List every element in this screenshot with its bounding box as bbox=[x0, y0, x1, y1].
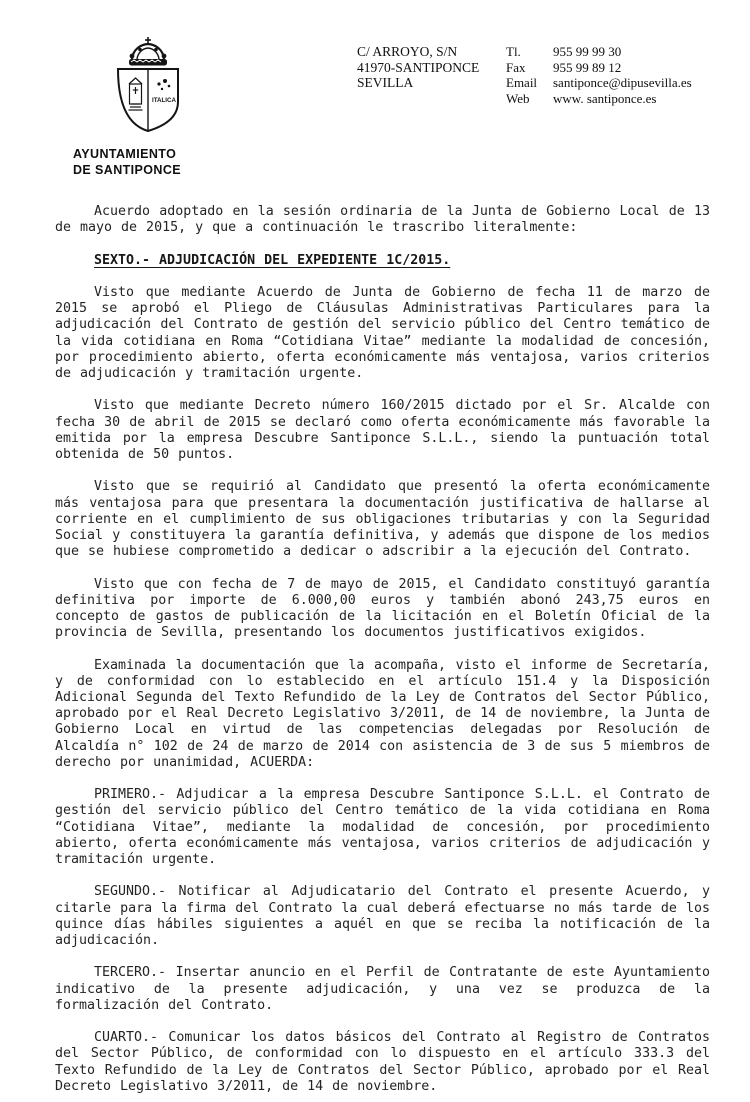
organization-name-line1: AYUNTAMIENTO bbox=[73, 147, 177, 161]
address-line-street: C/ ARROYO, S/N bbox=[357, 44, 458, 59]
coat-of-arms-icon bbox=[108, 36, 188, 134]
fax-label: Fax bbox=[506, 59, 526, 75]
paragraph-visto-requerimiento: Visto que se requirió al Candidato que presentó la oferta económicamente más ventajosa para que presentara la documentación justificativa de hallarse al corriente en el cumplimiento de sus obligaciones tributarias y con la Seguridad Social y constituyera la garantía definitiva, y además que dispone de los medios que se hubiese comprometido a dedicar o adscribir a la ejecución del Contrato. bbox=[55, 479, 710, 560]
address-block bbox=[357, 44, 479, 91]
phone-value: 955 99 99 30 bbox=[553, 44, 622, 59]
coat-of-arms bbox=[108, 36, 188, 138]
coat-of-arms-caption: ITALICA bbox=[152, 97, 176, 104]
organization-name-line2: DE SANTIPONCE bbox=[73, 163, 181, 177]
ruins-icon bbox=[157, 79, 170, 90]
paragraph-examinada: Examinada la documentación que la acompaña, visto el informe de Secretaría, y de conformidad con lo establecido en el artículo 151.4 y la Disposición Adicional Segunda del Texto Refundido de la Ley de Contratos del Sector Público, aprobado por el Real Decreto Legislativo 3/2011, de 14 de noviembre, la Junta de Gobierno Local en virtud de las competencias delegadas por Resolución de Alcaldía n° 102 de 24 de marzo de 2014 con asistencia de 3 de sus 5 miembros de derecho por unanimidad, ACUERDA: bbox=[55, 657, 710, 770]
organization-name bbox=[73, 146, 181, 178]
paragraph-cuarto: CUARTO.- Comunicar los datos básicos del Contrato al Registro de Contratos del Sector Público, de conformidad con lo dispuesto en el artículo 333.3 del Texto Refundido de la Ley de Contratos del Sector Público, aprobado por el Real Decreto Legislativo 3/2011, de 14 de noviembre. bbox=[55, 1030, 710, 1094]
paragraph-segundo: SEGUNDO.- Notificar al Adjudicatario del Contrato el presente Acuerdo, y citarle para la firma del Contrato la cual deberá efectuarse no más tarde de los quince días hábiles siguientes a aquél en que se reciba la notificación de la adjudicación. bbox=[55, 884, 710, 949]
email-value: santiponce@dipusevilla.es bbox=[553, 75, 692, 90]
web-label: Web bbox=[506, 90, 530, 106]
paragraph-visto-garantia: Visto que con fecha de 7 de mayo de 2015, el Candidato constituyó garantía definitiva por importe de 6.000,00 euros y también abonó 243,75 euros en concepto de gastos de publicación de la licitación en el Boletín Oficial de la provincia de Sevilla, presentando los documentos justificativos exigidos. bbox=[55, 576, 710, 641]
section-heading: SEXTO.- ADJUDICACIÓN DEL EXPEDIENTE 1C/2015. bbox=[94, 252, 451, 268]
shield-icon bbox=[118, 69, 178, 131]
contact-block bbox=[506, 44, 692, 106]
document-body bbox=[55, 204, 710, 1102]
address-line-postal: 41970-SANTIPONCE bbox=[357, 59, 480, 75]
web-value: www. santiponce.es bbox=[553, 90, 657, 106]
paragraph-primero: PRIMERO.- Adjudicar a la empresa Descubre Santiponce S.L.L. el Contrato de gestión del servicio público del Centro temático de la vida cotidiana en Roma “Cotidiana Vitae”, mediante la modalidad de concesión, por procedimiento abierto, oferta económicamente más ventajosa, varios criterios de adjudicación y tramitación urgente. bbox=[55, 787, 710, 868]
intro-paragraph: Acuerdo adoptado en la sesión ordinaria de la Junta de Gobierno Local de 13 de mayo de 2015, y que a continuación le trascribo literalmente: bbox=[55, 204, 710, 236]
fax-value: 955 99 89 12 bbox=[553, 59, 622, 75]
monument-icon bbox=[129, 78, 143, 110]
crown-icon bbox=[129, 44, 167, 66]
phone-label: Tl. bbox=[506, 44, 521, 59]
address-line-city: SEVILLA bbox=[357, 75, 414, 90]
paragraph-tercero: TERCERO.- Insertar anuncio en el Perfil de Contratante de este Ayuntamiento indicativo de la presente adjudicación, y una vez se produzca de la formalización del Contrato. bbox=[55, 965, 710, 1013]
email-label: Email bbox=[506, 75, 538, 90]
paragraph-visto-pliego: Visto que mediante Acuerdo de Junta de Gobierno de fecha 11 de marzo de 2015 se aprobó el Pliego de Cláusulas Administrativas Particulares para la adjudicación del Contrato de gestión del servicio público del Centro temático de la vida cotidiana en Roma “Cotidiana Vitae” mediante la modalidad de concesión, por procedimiento abierto, oferta económicamente más ventajosa, varios criterios de adjudicación y tramitación urgente. bbox=[55, 284, 710, 381]
paragraph-visto-decreto: Visto que mediante Decreto número 160/2015 dictado por el Sr. Alcalde con fecha 30 de abril de 2015 se declaró como oferta económicamente más favorable la emitida por la empresa Descubre Santiponce S.L.L., siendo la puntuación total obtenida de 50 puntos. bbox=[55, 398, 710, 462]
